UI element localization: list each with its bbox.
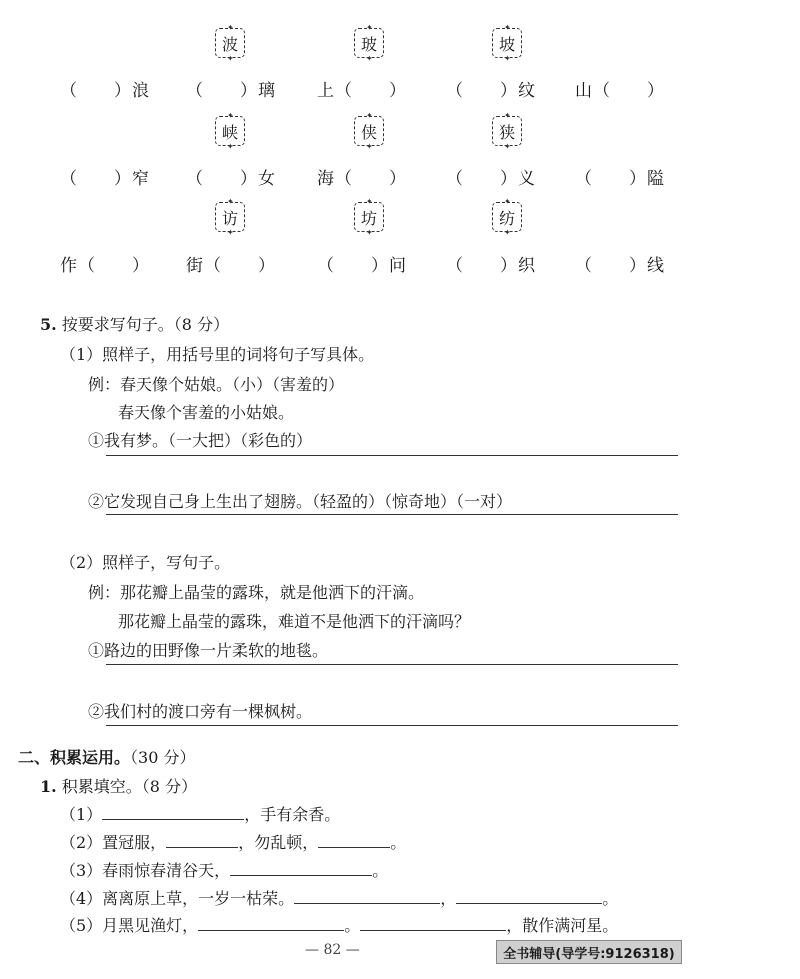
- fill-text: 。: [602, 889, 619, 908]
- fill-item: 上（ ）: [317, 81, 407, 101]
- q5-number: 5.: [40, 315, 57, 334]
- blank-input[interactable]: [166, 832, 238, 848]
- fill-item: 山（ ）: [575, 81, 665, 101]
- q5-part2-title: （2）照样子，写句子。: [60, 553, 231, 572]
- char-box: ✦ 坊 ✦: [354, 202, 384, 232]
- fill-item: （ ）纹: [446, 81, 536, 101]
- q5-part2-item1: ①路边的田野像一片柔软的地毯。: [88, 641, 329, 660]
- q5-part1-item1: ①我有梦。（一大把）（彩色的）: [88, 431, 313, 450]
- fill-blank-4: [60, 886, 618, 909]
- fill-text: ，手有余香。: [244, 805, 341, 824]
- char-box: ✦ 波 ✦: [215, 28, 245, 58]
- blank-input[interactable]: [230, 860, 372, 876]
- page-number: — 82 —: [305, 942, 360, 958]
- fill-text: 。: [390, 833, 407, 852]
- fill-item: 海（ ）: [317, 169, 407, 189]
- fill-blank-2: [60, 830, 406, 853]
- char-box: ✦ 峡 ✦: [215, 116, 245, 146]
- fill-item: 街（ ）: [186, 256, 276, 276]
- fill-text: ，: [440, 889, 457, 908]
- fill-text: 。: [344, 916, 361, 935]
- fill-text: （2）置冠服，: [60, 833, 167, 852]
- char-box: ✦ 纺 ✦: [492, 202, 522, 232]
- fill-blank-5: [60, 913, 618, 936]
- fill-text: （1）: [60, 805, 103, 824]
- blank-input[interactable]: [318, 832, 390, 848]
- fill-item: （ ）问: [317, 256, 407, 276]
- q5-title: 按要求写句子。（8 分）: [61, 315, 230, 334]
- char-box: ✦ 玻 ✦: [354, 28, 384, 58]
- char-box: ✦ 狭 ✦: [492, 116, 522, 146]
- char-box: ✦ 访 ✦: [215, 202, 245, 232]
- blank-input[interactable]: [102, 804, 244, 820]
- q5-part2-item2: ②我们村的渡口旁有一棵枫树。: [88, 702, 313, 721]
- section2-q1-heading: [40, 774, 197, 797]
- fill-item: （ ）窄: [60, 169, 150, 189]
- fill-item: （ ）女: [186, 169, 276, 189]
- fill-item: （ ）浪: [60, 81, 150, 101]
- section2-q1-number: 1.: [40, 777, 57, 796]
- q5-part1-example: 例：春天像个姑娘。（小）（害羞的）: [88, 375, 345, 394]
- blank-input[interactable]: [456, 888, 602, 904]
- answer-line[interactable]: [106, 514, 678, 515]
- fill-item: 作（ ）: [60, 256, 150, 276]
- fill-blank-1: [60, 802, 340, 825]
- q5-part2-example: 例：那花瓣上晶莹的露珠，就是他洒下的汗滴。: [88, 583, 425, 602]
- section2-heading: [18, 745, 195, 768]
- fill-item: （ ）线: [575, 256, 665, 276]
- fill-text: （5）月黑见渔灯，: [60, 916, 199, 935]
- fill-blank-3: [60, 858, 388, 881]
- fill-text: （4）离离原上草，一岁一枯荣。: [60, 889, 295, 908]
- fill-text: （3）春雨惊春清谷天，: [60, 861, 231, 880]
- section2-score: （30 分）: [130, 748, 196, 767]
- blank-input[interactable]: [360, 915, 506, 931]
- section2-q1-title: 积累填空。（8 分）: [61, 777, 198, 796]
- blank-input[interactable]: [294, 888, 440, 904]
- fill-item: （ ）织: [446, 256, 536, 276]
- answer-line[interactable]: [106, 455, 678, 456]
- fill-text: ，散作满河星。: [506, 916, 619, 935]
- fill-text: ，勿乱顿，: [238, 833, 319, 852]
- q5-part2-example-answer: 那花瓣上晶莹的露珠，难道不是他洒下的汗滴吗？: [118, 612, 471, 631]
- answer-line[interactable]: [106, 725, 678, 726]
- fill-item: （ ）隘: [575, 169, 665, 189]
- section2-title: 二、积累运用。: [18, 748, 131, 767]
- book-guide-badge: 全书辅导(导学号:9126318): [496, 940, 682, 964]
- answer-line[interactable]: [106, 664, 678, 665]
- blank-input[interactable]: [198, 915, 344, 931]
- q5-part1-title: （1）照样子，用括号里的词将句子写具体。: [60, 345, 375, 364]
- char-box: ✦ 侠 ✦: [354, 116, 384, 146]
- q5-heading: [40, 312, 229, 335]
- fill-text: 。: [372, 861, 389, 880]
- q5-part1-example-answer: 春天像个害羞的小姑娘。: [118, 403, 295, 422]
- fill-item: （ ）义: [446, 169, 536, 189]
- q5-part1-item2: ②它发现自己身上生出了翅膀。（轻盈的）（惊奇地）（一对）: [88, 492, 513, 511]
- char-box: ✦ 坡 ✦: [492, 28, 522, 58]
- fill-item: （ ）璃: [186, 81, 276, 101]
